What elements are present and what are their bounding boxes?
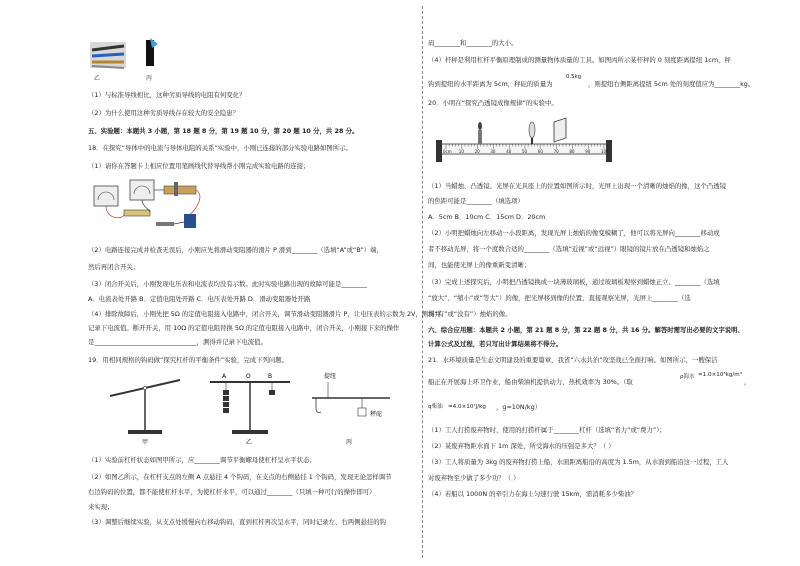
q21-part3-line1: （3）工人将质量为 3kg 的废弃物打捞上船，水面距离船沿的高度为 1.5m，从水面到船沿这一过程，工人 [428, 458, 729, 466]
fig19-label-bing: 丙 [346, 439, 353, 446]
q18-part2-line1: （2）电路连接完成并检查无误后，小刚应先将滑动变阻器的滑片 P 滑到________（选填“A”或“B”）端， [88, 246, 383, 254]
bench-tick-label: 80 [569, 149, 575, 154]
bench-tick-label: 40 [506, 149, 512, 154]
right-column [428, 0, 754, 566]
battery [184, 214, 196, 228]
section-6-heading-line2: 计算公式及过程，若只写出计算结果将不得分。 [428, 340, 563, 348]
fig-label-b: 丙 [146, 75, 153, 82]
lever-jia [110, 380, 180, 446]
q20-part3-line2: “放大”、“缩小”或“等大”）的像，把光屏移到像的位置，直接观察光屏，光屏上________（选 [428, 294, 691, 302]
q20-part2-line2: 者不移动光屏，将一个度数合适的________（选填“近视”或“远视”）眼镜的镜片放在凸透镜和烛焰之 [428, 245, 710, 253]
wire-cable-image [90, 42, 126, 68]
q19-part2-line2: 右边钩码的位置，都不能使杠杆水平，为使杠杆水平，可以通过________（只填一种可行的操作即可） [88, 488, 376, 496]
q18-stem: 18．在探究“导体中的电流与导体电阻的关系”实验中，小刚已连接的部分实验电路如图所示。 [88, 144, 352, 152]
q17-part2: （2）为什么使用这种劣质导线存在较大的安全隐患？ [88, 109, 240, 117]
q20-part2-line3: 间，也能使光屏上的像重新变清晰； [428, 261, 531, 269]
g-value: ，g=10N/kg） [496, 403, 542, 411]
switch [156, 222, 174, 226]
q19-continued: 码________和________的大小。 [428, 39, 518, 47]
q21-part2: （2）某废弃物距水面下 1m 深处，所受海水的压强是多大？（ ） [428, 442, 615, 450]
bench-tick-label: 70 [553, 149, 559, 154]
q-diesel-value: =4.0×10⁷J/kg [448, 404, 486, 410]
fig19-label-yi: 乙 [246, 439, 253, 446]
q20-options: A．5cm B．10cm C．15cm D．20cm [428, 213, 546, 221]
lever-yi [210, 373, 290, 446]
q19-stem: 19．用相同规格的钩码做“探究杠杆的平衡条件”实验，完成下列问题。 [88, 356, 289, 364]
q20-stem: 20．小明在“探究凸透镜成像规律”的实验中。 [428, 99, 558, 107]
fig19-label-jia: 甲 [142, 439, 149, 446]
q18-part4-line3: 是________________________________，测得并记录下电流值。 [88, 338, 267, 346]
rheostat [164, 182, 196, 196]
q21-part1: （1）工人打捞废弃物时，使用的打捞杆属于________杠杆（选填“省力”或“费力”）； [428, 426, 666, 434]
resistor [124, 210, 150, 216]
section-5-heading: 五、实验题：本题共 3 小题，第 18 题 8 分，第 19 题 10 分，第 20 题 10 分，共 28 分。 [88, 127, 359, 135]
q17-part1: （1）与标准导线相比，这种劣质导线的电阻有何变化？ [88, 91, 246, 99]
section-6-heading-line1: 六、综合应用题：本题共 2 小题，第 21 题 8 分，第 22 题 8 分，共 16 分。解答时需写出必要的文字说明、 [428, 326, 744, 334]
bench-tick-label: 60 [537, 149, 543, 154]
fig-label-a: 乙 [94, 75, 101, 82]
q18-part4-line2: 记录下电流值。断开开关，用 10Ω 的定值电阻替换 5Ω 的定值电阻接入电路中，闭合开关，小刚接下来的操作 [88, 324, 400, 332]
bench-tick-label: 0cm [443, 149, 452, 154]
q20-part1-line2: 的焦距可能是________（填选项） [428, 197, 524, 205]
q19-part3: （3）调整后继续实验，从支点处缓慢向右移动钩码，直到杠杆再次呈水平，同时记录左、右两侧悬挂的钩 [88, 518, 387, 526]
bench-tick-label: 90 [585, 149, 591, 154]
q18-part2-line2: 然后再闭合开关； [88, 263, 140, 271]
q20-part1-line1: （1）当蜡烛、凸透镜、光屏在光具座上的位置如图所示时，光屏上出现一个清晰的烛焰的像，这个凸透镜 [428, 182, 727, 190]
q19-part4-line1: （4）杆秤是利用杠杆平衡原理制成的测量物体质量的工具。如图丙所示某杆秤的 0 刻度距离提纽 1cm，秤 [428, 56, 731, 64]
convex-lens [529, 122, 535, 144]
q19-part4-fraction: 0.5kg [566, 74, 582, 80]
ammeter [130, 180, 154, 200]
bench-tick-label: 50 [522, 149, 528, 154]
fig19-label-O: O [246, 373, 251, 380]
bench-tick-label: 30 [490, 149, 496, 154]
candle [478, 122, 482, 144]
q19-part1: （1）实验前杠杆状态如图甲所示，应________调节平衡螺母使杠杆呈水平状态； [88, 456, 316, 464]
q18-part3-line1: （3）闭合开关后，小刚发现电压表和电流表均没有示数。此时实验电路出现的故障可能是________ [88, 280, 367, 288]
q-diesel-label: q柴油 [428, 404, 443, 410]
fig19-label-tiniu: 提纽 [324, 373, 337, 380]
voltmeter [94, 186, 118, 206]
optical-bench-figure [436, 112, 620, 168]
wire-figure [88, 36, 178, 84]
q19-part2-line1: （2）如图乙所示，在杠杆支点的左侧 A 点悬挂 4 个钩码，在支点的右侧悬挂 1 个钩码，发现无论怎样调节 [88, 473, 392, 481]
lever-figure [100, 368, 400, 448]
q18-part3-options: A．电流表处开路 B．定值电阻处开路 C．电压表处开路 D．滑动变阻器处开路 [88, 295, 311, 303]
rho-seawater-value: =1.0×10³kg/m³ [698, 372, 742, 378]
q19-part4-line2-a: 钩到提纽的水平距离为 5cm，秤砣的质量为 [428, 80, 553, 88]
fig19-label-B: B [268, 373, 273, 380]
light-screen [554, 118, 566, 142]
column-divider [422, 6, 423, 558]
bench-tick-label: 10 [458, 149, 464, 154]
wire-core-image [146, 38, 158, 66]
rho-seawater-label: ρ海水 [680, 374, 695, 380]
q21-part4: （4）若船以 1000N 的牵引力在海上匀速行驶 15km，需消耗多少柴油？ [428, 490, 638, 498]
q19-part2-line3: 来实现； [88, 503, 114, 511]
rho-separator: ， [744, 378, 751, 386]
q21-stem-line1: 21．水环境质量是生态文明建设的重要篇章，我省“六水共治”攻坚战已全面打响。如图所示，一艘保洁 [428, 356, 718, 364]
q18-part1: （1）请你在答题卡上相应位置用笔画线代替导线帮小刚完成实验电路的连接； [88, 162, 310, 170]
q20-part2-line1: （2）小明把蜡烛向左移动一小段距离，发现光屏上烛焰的像变模糊了，他可以将光屏向________移动或 [428, 229, 720, 237]
q19-part4-line2-b: ，则提纽右侧距离提纽 5cm 处的刻度值应为________kg。 [588, 80, 755, 88]
steelyard-bing [312, 372, 390, 446]
bench-tick-label: 20 [474, 149, 480, 154]
q21-stem-line2: 船正在开展海上环卫作业，船由柴油机提供动力，热机效率为 30%。（取 [428, 378, 633, 386]
circuit-figure [90, 176, 220, 236]
q18-part4-line1: （4）排除故障后，小刚先把 5Ω 的定值电阻接入电路中，闭合开关，调节滑动变阻器滑片 P，让电压表的示数为 2V，测得并 [88, 310, 441, 318]
q20-part3-line3: 填“有”或“没有”）烛焰的像。 [428, 310, 512, 318]
fig19-label-A: A [222, 373, 227, 380]
q21-part3-line2: 对废弃物至少做了多少功？（ ） [428, 474, 520, 482]
bench-tick-label: 100 [601, 149, 609, 154]
fig19-label-chengtuo: 秤砣 [370, 411, 383, 418]
q20-part3-line1: （3）完成上述探究后，小明把凸透镜换成一块薄玻璃板，通过玻璃板观察到蜡烛正立、________（选填 [428, 278, 720, 286]
